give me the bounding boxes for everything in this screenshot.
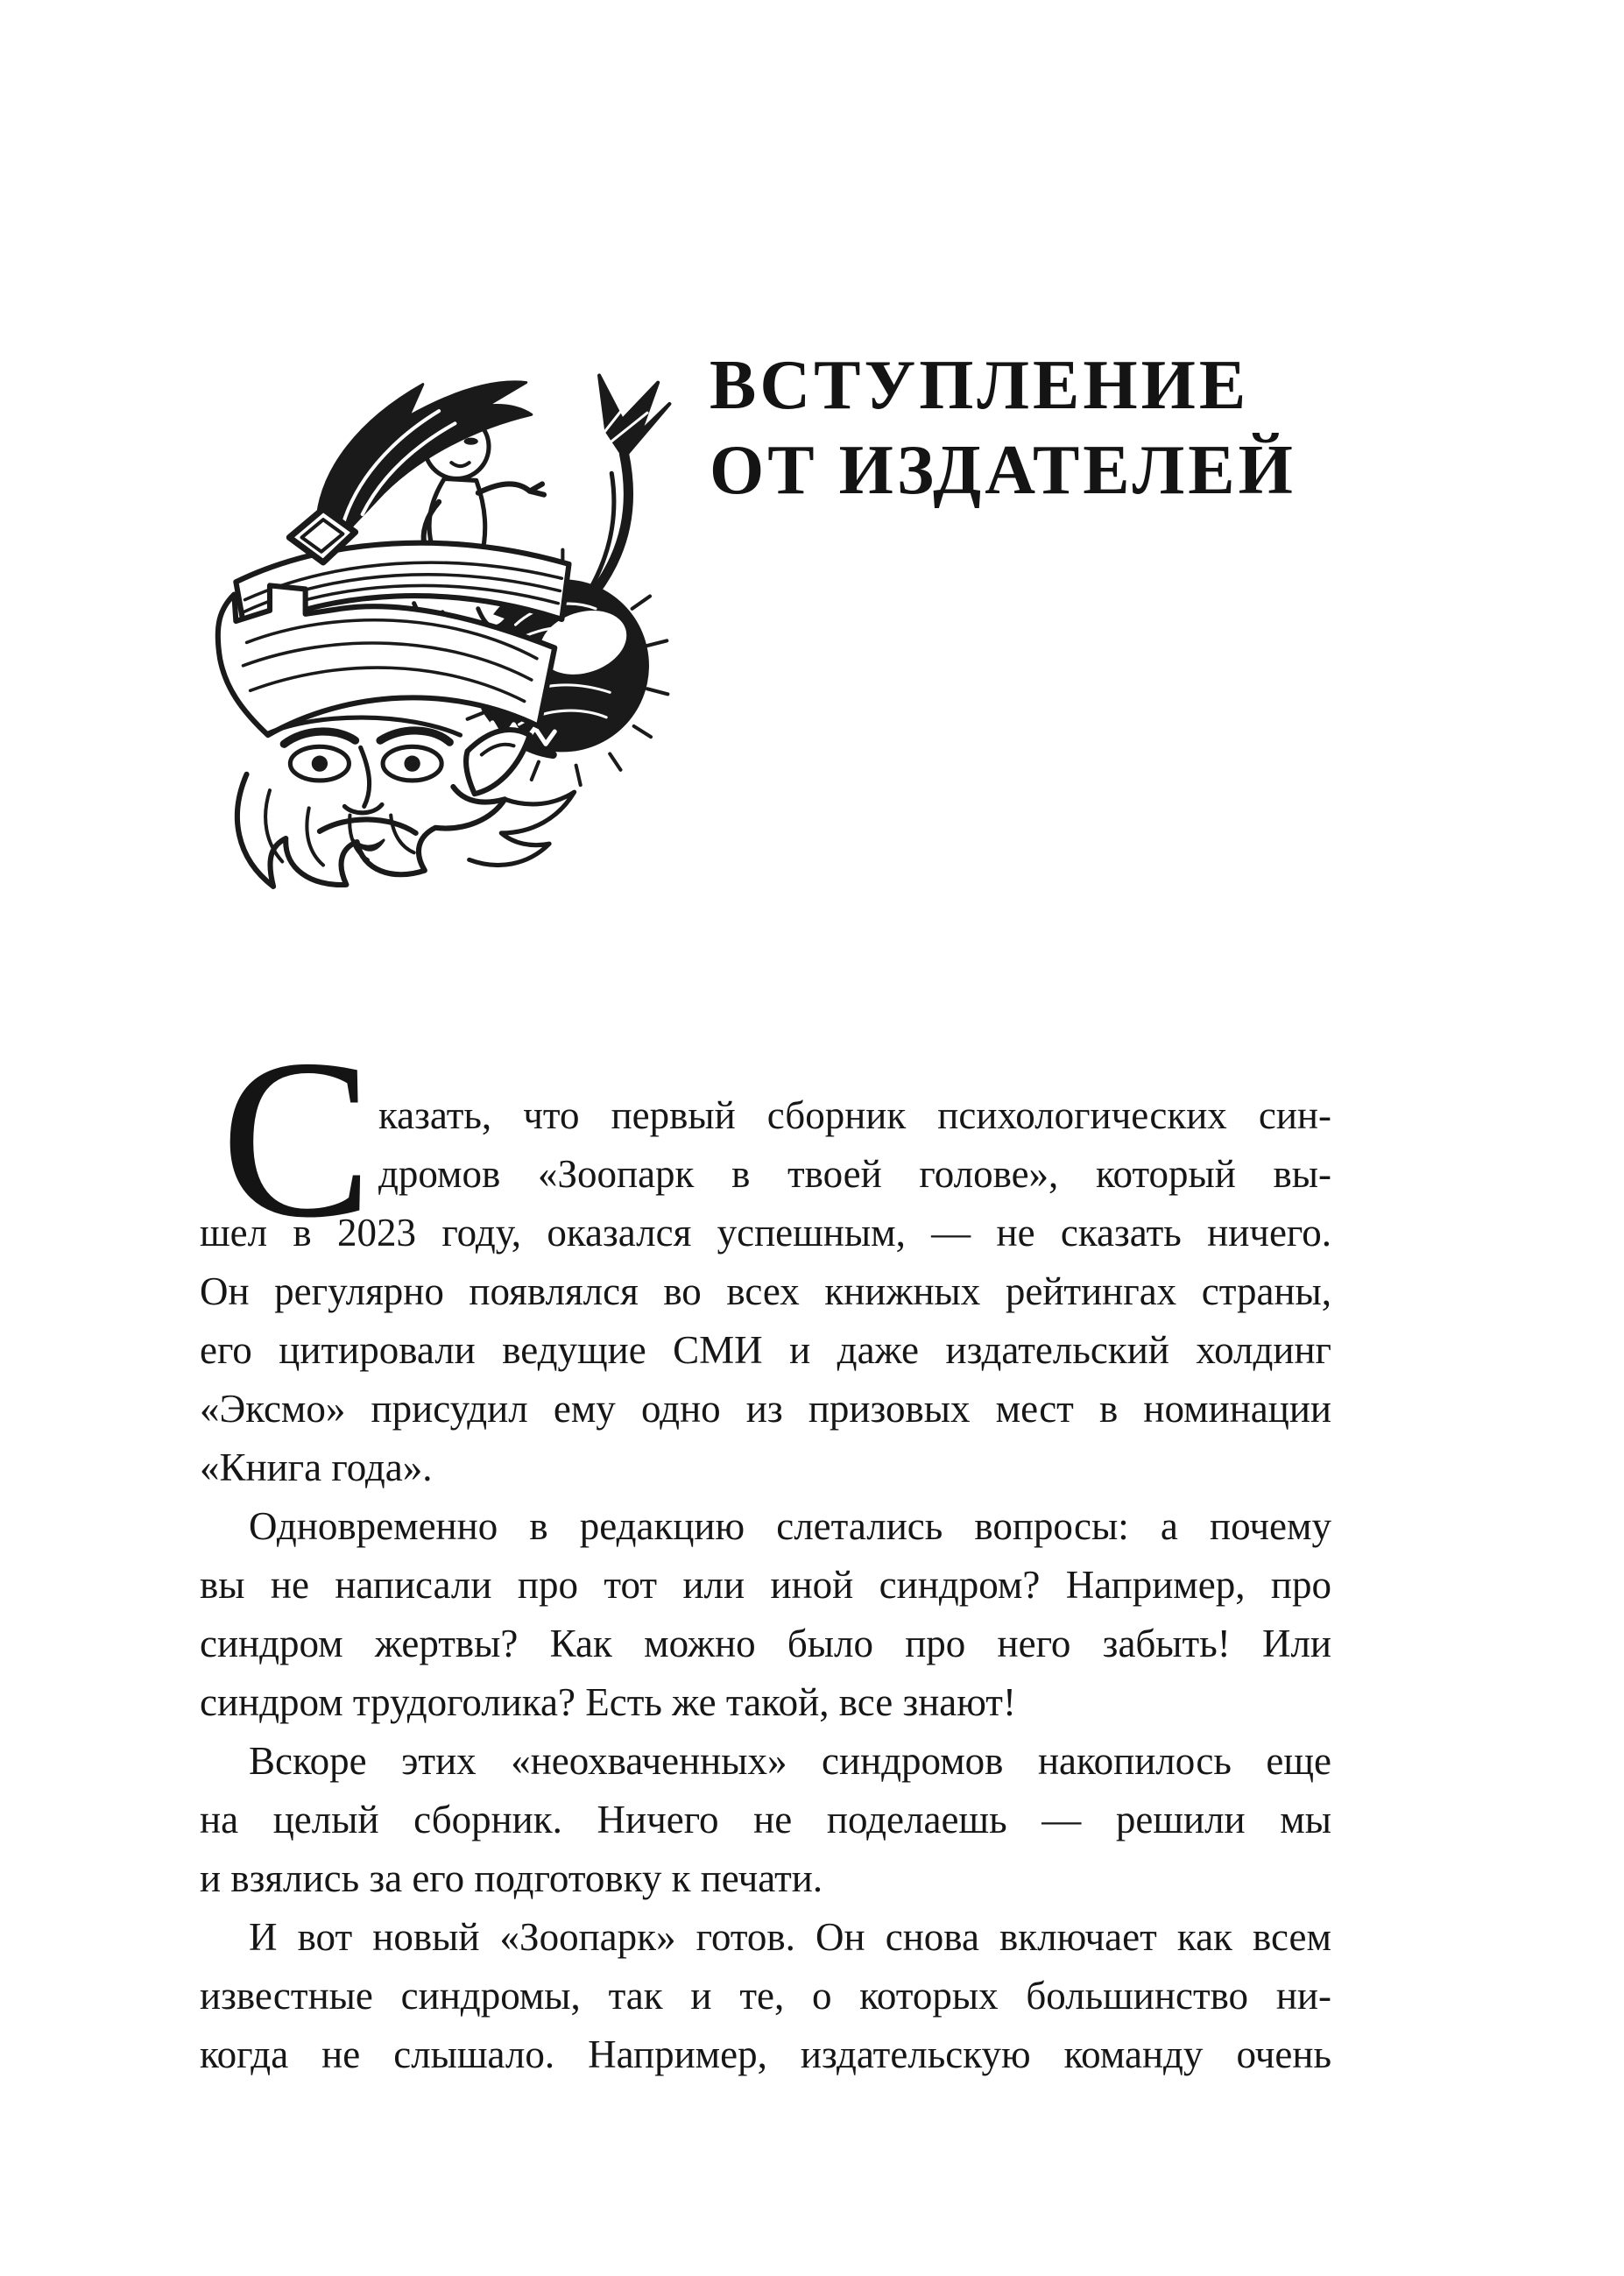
text-line: шел в 2023 году, оказался успешным, — не сказать ничего. (200, 1211, 1331, 1255)
chapter-title-line-1: ВСТУПЛЕНИЕ (710, 347, 1250, 424)
king-sea-creature-illustration-svg (184, 349, 683, 892)
text-line: вы не написали про тот или иной синдром? Например, про (200, 1563, 1331, 1607)
chapter-title-line-2: ОТ ИЗДАТЕЛЕЙ (710, 432, 1296, 509)
text-line: синдром трудоголика? Есть же такой, все знают! (200, 1680, 1016, 1724)
paragraph-4 (200, 1908, 1331, 2084)
text-line: Он регулярно появлялся во всех книжных рейтингах страны, (200, 1269, 1331, 1313)
text-line: «Эксмо» присудил ему одно из призовых мест в номинации (200, 1387, 1331, 1431)
chapter-illustration (184, 349, 683, 892)
drop-cap-box (200, 1013, 378, 1265)
text-line: Вскоре этих «неохваченных» синдромов накопилось еще (249, 1739, 1331, 1783)
text-line: синдром жертвы? Как можно было про него забыть! Или (200, 1622, 1331, 1665)
body-text (200, 1013, 1331, 2084)
paragraph-3 (200, 1732, 1331, 1908)
text-line: на целый сборник. Ничего не поделаешь — решили мы (200, 1798, 1331, 1841)
text-line: И вот новый «Зоопарк» готов. Он снова включает как всем (249, 1915, 1331, 1959)
text-line: когда не слышало. Например, издательскую команду очень (200, 2032, 1331, 2076)
text-line: казать, что первый сборник психологических син- (378, 1093, 1331, 1137)
text-line: «Книга года». (200, 1445, 433, 1489)
text-line: дромов «Зоопарк в твоей голове», который вы- (378, 1152, 1331, 1196)
text-line: Одновременно в редакцию слетались вопросы: а почему (249, 1504, 1331, 1548)
text-line: и взялись за его подготовку к печати. (200, 1856, 823, 1900)
paragraph-1 (200, 1013, 1331, 1497)
paragraph-2 (200, 1497, 1331, 1732)
drop-cap: С (221, 1013, 373, 1265)
text-line: его цитировали ведущие СМИ и даже издательский холдинг (200, 1328, 1331, 1372)
chapter-title (710, 343, 1296, 513)
text-line: известные синдромы, так и те, о которых большинство ни- (200, 1974, 1331, 2018)
